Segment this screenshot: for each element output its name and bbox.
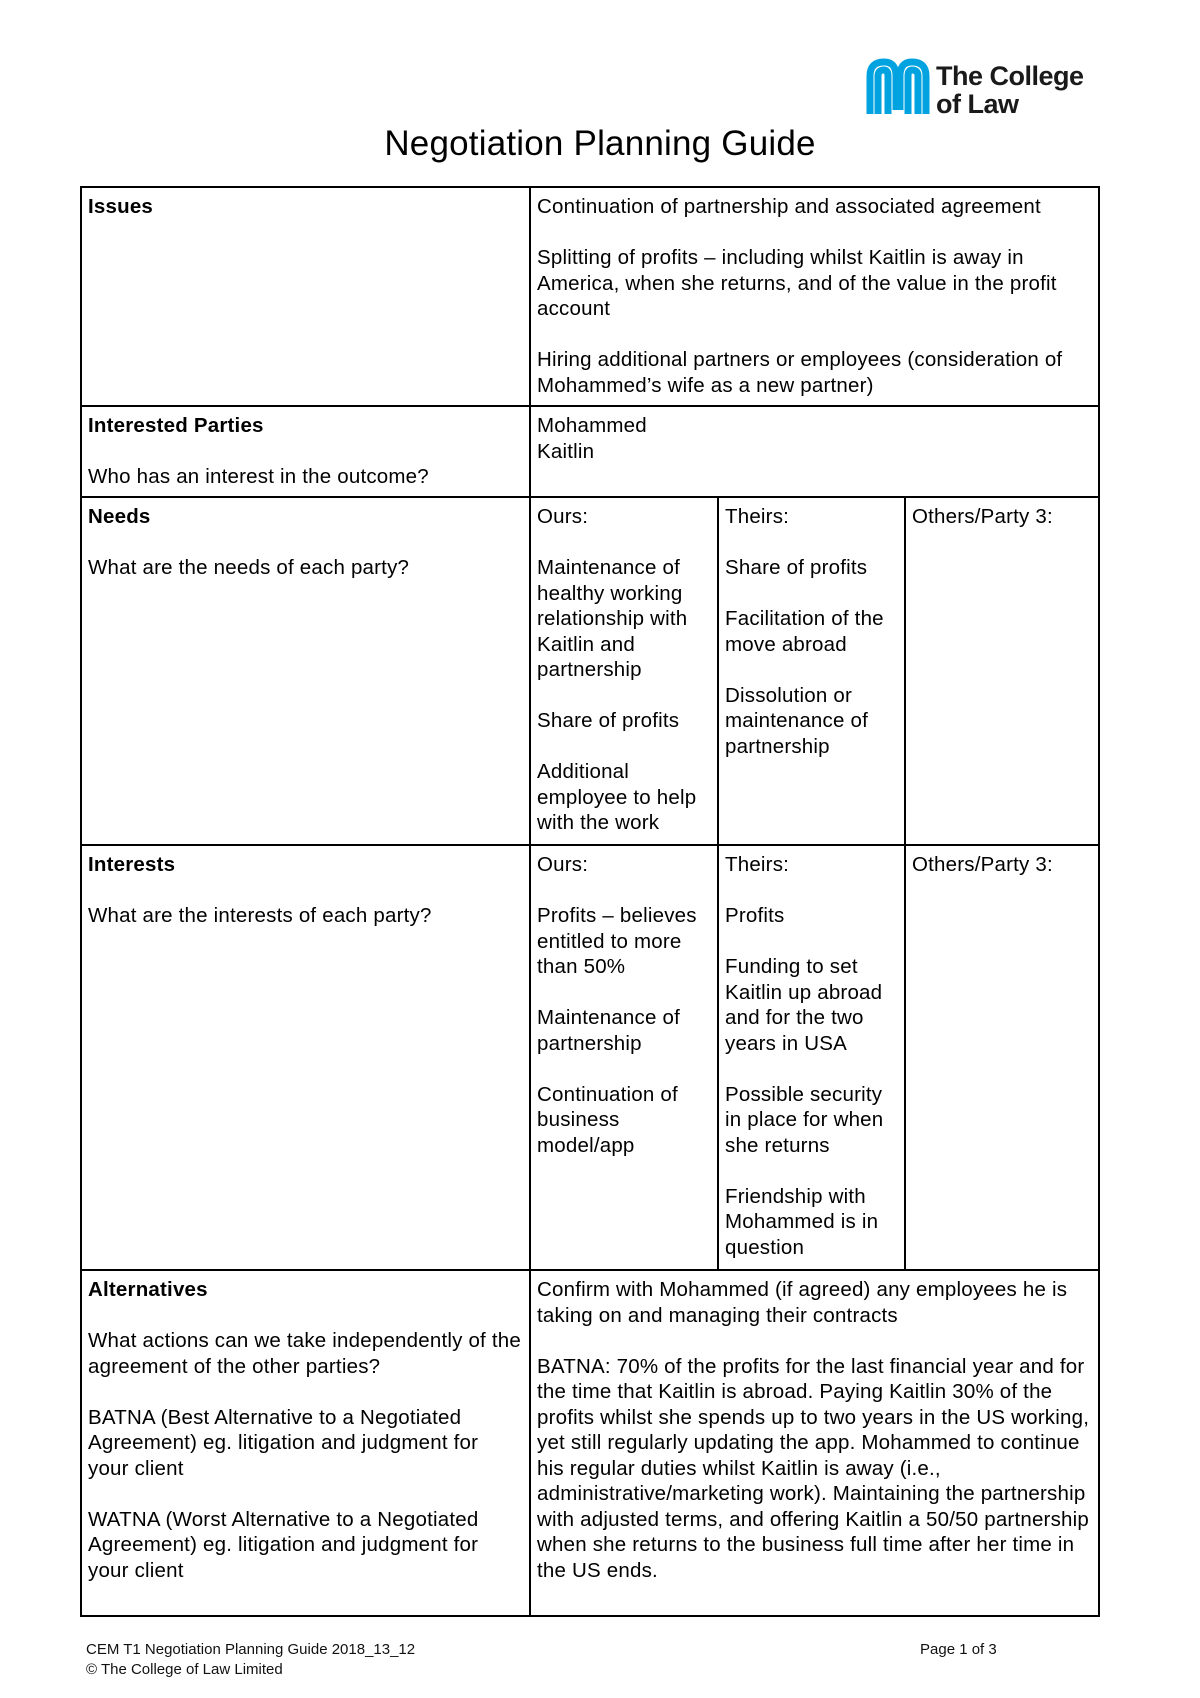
- needs-ours-item: Share of profits: [537, 709, 680, 732]
- footer-copyright: © The College of Law Limited: [86, 1661, 283, 1678]
- logo-line-1: The College: [936, 61, 1084, 91]
- interests-label-cell: [81, 845, 530, 1270]
- issues-content-cell: [530, 187, 1099, 406]
- needs-others-header: Others/Party 3:: [912, 505, 1053, 528]
- interests-others-header: Others/Party 3:: [912, 853, 1053, 876]
- interests-ours-item: Continuation of business model/app: [537, 1082, 678, 1157]
- interests-row: [81, 845, 1099, 1270]
- needs-ours-cell: [530, 497, 718, 845]
- alternative-item: BATNA: 70% of the profits for the last financial year and for the time that Kaitlin is abroad. Paying Kaitlin 30% of the profits whilst she spends up to two years in the US working, yet still regularly updating the app. Mohammed to continue his regular duties whilst Kaitlin is away (i.e., administrative/marketing work). Maintaining the partnership with adjusted terms, and offering Kaitlin a 50/50 partnership when she returns to the business full time after her time in the US ends.: [537, 1354, 1090, 1582]
- interested-parties-label: Interested Parties: [88, 414, 264, 437]
- college-logo-icon: [866, 56, 930, 120]
- college-of-law-logo: [866, 56, 1116, 126]
- issues-label-cell: [81, 187, 530, 406]
- logo-wordmark: [936, 62, 1084, 118]
- party-name: Kaitlin: [537, 439, 595, 463]
- needs-theirs-item: Dissolution or maintenance of partnership: [725, 683, 868, 758]
- footer: [86, 1640, 415, 1680]
- interests-label: Interests: [88, 853, 176, 876]
- issues-row: [81, 187, 1099, 406]
- interests-theirs-cell: [718, 845, 905, 1270]
- logo-line-2: of Law: [936, 89, 1019, 119]
- needs-label-cell: [81, 497, 530, 845]
- interested-parties-content-cell: [530, 406, 1099, 497]
- watna-definition: WATNA (Worst Alternative to a Negotiated Agreement) eg. litigation and judgment for your client: [88, 1507, 479, 1582]
- interested-parties-label-cell: [81, 406, 530, 497]
- interests-others-cell: [905, 845, 1099, 1270]
- alternatives-question: What actions can we take independently of the agreement of the other parties?: [88, 1329, 521, 1378]
- interests-theirs-item: Possible security in place for when she returns: [725, 1082, 884, 1157]
- alternatives-content-cell: [530, 1270, 1099, 1616]
- party-name: Mohammed: [537, 414, 647, 437]
- needs-ours-item: Additional employee to help with the work: [537, 760, 697, 834]
- needs-ours-header: Ours:: [537, 505, 589, 528]
- interested-parties-question: Who has an interest in the outcome?: [88, 465, 429, 488]
- alternative-item: Confirm with Mohammed (if agreed) any employees he is taking on and managing their contracts: [537, 1278, 1068, 1327]
- interests-ours-cell: [530, 845, 718, 1270]
- needs-question: What are the needs of each party?: [88, 556, 410, 579]
- interested-parties-row: [81, 406, 1099, 497]
- batna-definition: BATNA (Best Alternative to a Negotiated Agreement) eg. litigation and judgment for your client: [88, 1405, 479, 1480]
- interests-ours-header: Ours:: [537, 853, 589, 876]
- needs-label: Needs: [88, 505, 151, 528]
- interests-question: What are the interests of each party?: [88, 904, 432, 927]
- needs-ours-item: Maintenance of healthy working relationship with Kaitlin and partnership: [537, 556, 688, 681]
- issue-item: Hiring additional partners or employees (consideration of Mohammed’s wife as a new partner): [537, 348, 1063, 397]
- interests-ours-item: Maintenance of partnership: [537, 1006, 680, 1055]
- planning-table: [80, 186, 1100, 1617]
- interests-theirs-item: Profits: [725, 904, 785, 927]
- needs-theirs-item: Share of profits: [725, 556, 868, 579]
- alternatives-row: [81, 1270, 1099, 1616]
- issues-label: Issues: [88, 195, 154, 218]
- interests-theirs-header: Theirs:: [725, 853, 790, 876]
- issue-item: Splitting of profits – including whilst Kaitlin is away in America, when she returns, and of the value in the profit account: [537, 246, 1057, 320]
- interests-theirs-item: Funding to set Kaitlin up abroad and for the two years in USA: [725, 955, 883, 1055]
- needs-theirs-header: Theirs:: [725, 505, 790, 528]
- alternatives-label-cell: [81, 1270, 530, 1616]
- page-number: Page 1 of 3: [920, 1641, 997, 1658]
- interests-ours-item: Profits – believes entitled to more than 50%: [537, 904, 697, 978]
- interests-theirs-item: Friendship with Mohammed is in question: [725, 1184, 879, 1259]
- needs-row: [81, 497, 1099, 845]
- issue-item: Continuation of partnership and associated agreement: [537, 195, 1041, 218]
- alternatives-label: Alternatives: [88, 1278, 208, 1301]
- needs-theirs-cell: [718, 497, 905, 845]
- needs-theirs-item: Facilitation of the move abroad: [725, 607, 884, 656]
- page-title: Negotiation Planning Guide: [384, 124, 816, 163]
- needs-others-cell: [905, 497, 1099, 845]
- footer-doc-ref: CEM T1 Negotiation Planning Guide 2018_13_12: [86, 1641, 416, 1658]
